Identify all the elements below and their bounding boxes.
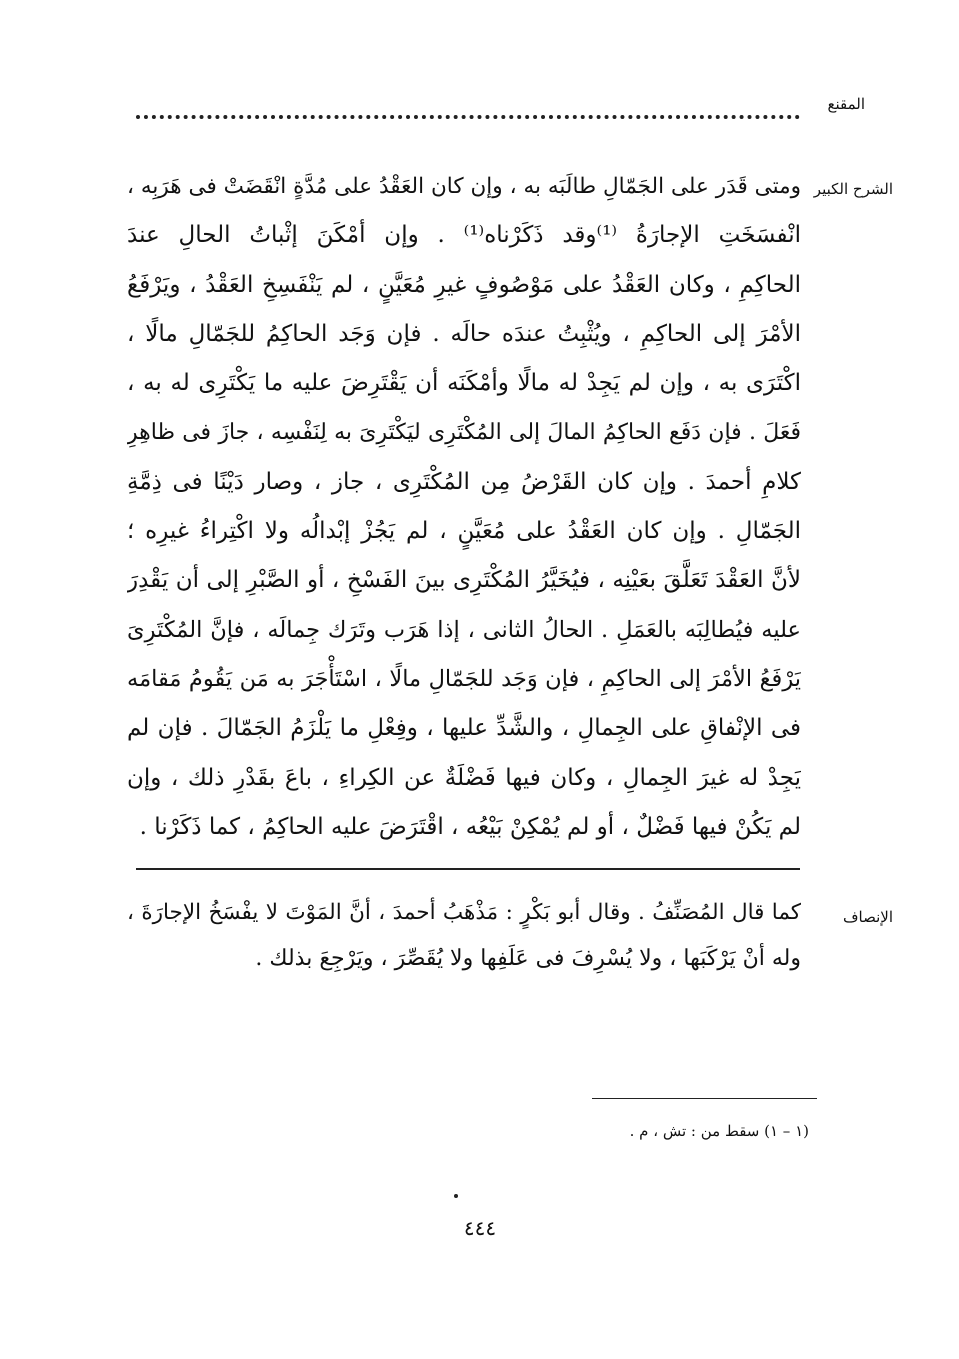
text-line: يَرْفَعُ الأمْرَ إلى الحاكِمِ ، فإن وَجَد للجَمّالِ مالًا ، اسْتَأْجَرَ به مَن يَقُومُ مَقامَه (127, 665, 801, 692)
section-divider-rule (136, 868, 800, 870)
text-line: الحاكِمِ ، وكان العَقْدُ على مَوْصُوفٍ غيرِ مُعَيَّنٍ ، لم يَنْفَسِخِ العَقْدُ ، ويَرْفَعُ (127, 271, 801, 298)
footnote-rule (592, 1098, 817, 1099)
page-number: ٤٤٤ (463, 1216, 497, 1240)
text-line: كما قال المُصَنِّفُ . وقال أبو بَكْرٍ : مَذْهَبُ أحمدَ ، أنَّ المَوْتَ لا يفْسَخُ الإجارَةَ ، (127, 900, 801, 925)
main-commentary-text (127, 162, 801, 852)
text-line: ومتى قَدَر على الجَمّالِ طالَبَه به ، وإن كان العَقْدُ على مُدَّةٍ انْقَضَتْ فى هَرَبِه ، (127, 174, 801, 199)
insaf-section-label: الإنصاف (842, 908, 893, 926)
text-line: فَعَلَ . فإن دَفَع الحاكِمُ المالَ إلى المُكْتَرِى ليَكْتَرِىَ به لِنَفْسِه ، جازَ فى ظاهِرِ (127, 420, 801, 446)
sharh-section-label: الشرح الكبير (813, 180, 893, 198)
text-line: يَجِدْ له غيرَ الجِمالِ ، وكان فيها فَضْلَةٌ عن الكِراءِ ، باعَ بقَدْرِ ذلك ، وإن (127, 764, 801, 791)
text-line: كلامِ أحمدَ . وإن كان القَرْضُ مِن المُكْتَرِى ، جاز ، وصار دَيْنًا فى ذِمَّةِ (127, 468, 801, 495)
page-mark-dot (454, 1194, 458, 1198)
text-line: عليه فيُطالِبَه بالعَمَلِ . الحالُ الثانى ، إذا هَرَب وتَرَك جِمالَه ، فإنَّ المُكْتَرِىَ (127, 616, 801, 643)
text-line: انْفسَخَتِ الإجارَةُ ⁽¹⁾وقد ذَكَرْناه⁽¹⁾ . وإن أمْكَنَ إثْباتُ الحالِ عندَ (127, 222, 801, 249)
text-line: فى الإنْفاقِ على الجِمالِ ، والشَّدِّ عليها ، وفِعْلِ ما يَلْزَمُ الجَمّالَ . فإن لم (127, 715, 801, 742)
text-line: لأنَّ العَقْدَ تَعَلَّقَ بعَيْنِه ، فيُخَيَّرُ المُكْتَرِى بينَ الفَسْخِ ، أو الصَّبْرِ إلى أن يَقْدِرَ (127, 567, 801, 594)
running-title: المقنع (827, 95, 865, 113)
text-line: اكْتَرَى به ، وإن لم يَجِدْ له مالًا وأمْكَنَه أن يَقْتَرِضَ عليه ما يَكْتَرِى له به ، (127, 370, 801, 397)
text-line: الأمْرَ إلى الحاكِمِ ، ويُثْبِتُ عندَه حالَه . فإن وَجَد الحاكِمُ للجَمّالِ مالًا ، (127, 320, 801, 347)
footnote: (١ – ١) سقط من : تش ، م . (629, 1122, 809, 1140)
insaf-text (127, 890, 801, 982)
text-line: الجَمّالِ . وإن كان العَقْدُ على مُعَيَّنٍ ، لم يَجُزْ إبْدالُه ولا اكْتِراءُ غيرِه ؛ (127, 518, 801, 545)
header-dotted-rule (136, 115, 800, 119)
text-line: وله أنْ يَرْكَبَها ، ولا يُسْرِفَ فى عَلَفِها ولا يُقَصِّرَ ، ويَرْجِعَ بذلك . (255, 946, 801, 971)
text-line: لم يَكُنْ فيها فَضْلٌ ، أو لم يُمْكِنْ بَيْعُه ، اقْتَرَضَ عليه الحاكِمُ ، كما ذَكَرْنا . (139, 813, 801, 840)
